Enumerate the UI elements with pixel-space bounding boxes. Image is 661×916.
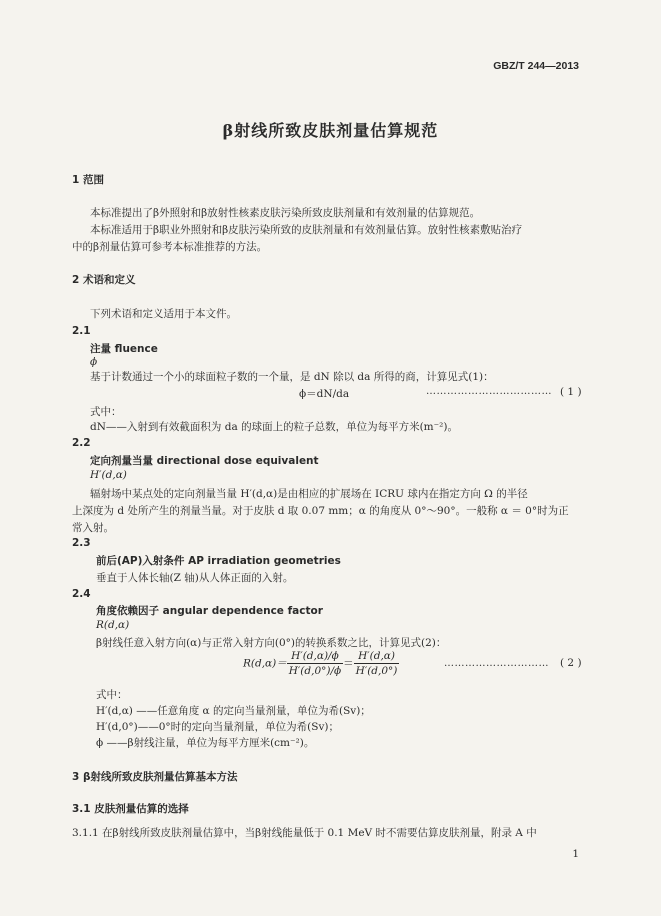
term-2-2-def-line-3: 常入射。 xyxy=(72,522,114,534)
term-2-2-symbol: H′(d,α) xyxy=(90,469,127,481)
term-2-1-name: 注量 fluence xyxy=(90,343,158,355)
term-2-1-symbol: ϕ xyxy=(90,356,98,368)
document-title: β射线所致皮肤剂量估算规范 xyxy=(222,121,439,140)
term-2-3-name: 前后(AP)入射条件 AP irradiation geometries xyxy=(96,555,341,567)
formula-2-denominator-1: H′(d,0°)/ϕ xyxy=(288,665,342,677)
section-2-heading: 2 术语和定义 xyxy=(72,274,136,286)
formula-2-numerator-1: H′(d,α)/ϕ xyxy=(287,650,343,664)
term-2-3-number: 2.3 xyxy=(72,537,91,549)
page-number: 1 xyxy=(572,848,579,860)
section-3-1-heading: 3.1 皮肤剂量估算的选择 xyxy=(72,803,189,815)
term-2-4-variable-1: H′(d,α) ——任意角度 α 的定向当量剂量，单位为希(Sv)； xyxy=(96,705,371,717)
term-2-2-number: 2.2 xyxy=(72,437,91,449)
formula-2-equals: ＝ xyxy=(343,657,354,670)
section-1-para-2a: 本标准适用于β职业外照射和β皮肤污染所致的皮肤剂量和有效剂量估算。放射性核素敷贴治疗 xyxy=(90,224,523,236)
section-1-para-1: 本标准提出了β外照射和β放射性核素皮肤污染所致皮肤剂量和有效剂量的估算规范。 xyxy=(90,207,481,219)
formula-2-number: ( 2 ) xyxy=(560,657,582,669)
section-1-para-2b: 中的β剂量估算可参考本标准推荐的方法。 xyxy=(72,241,268,253)
formula-2-leader: ………………………… xyxy=(444,658,549,669)
formula-2 xyxy=(243,650,399,677)
term-2-2-def-line-2: 上深度为 d 处所产生的剂量当量。对于皮肤 d 取 0.07 mm；α 的角度从 0°～90°。一般称 α ＝ 0°时为正 xyxy=(72,505,569,517)
term-2-1-variable-dn: dN——入射到有效截面积为 da 的球面上的粒子总数，单位为每平方米(m⁻²)。 xyxy=(90,421,458,433)
formula-2-denominator-2: H′(d,0°) xyxy=(355,665,398,677)
formula-1: ϕ＝dN/da xyxy=(299,388,350,400)
term-2-4-definition: β射线任意入射方向(α)与正常入射方向(0°)的转换系数之比，计算见式(2)： xyxy=(96,637,447,649)
section-1-heading: 1 范围 xyxy=(72,174,104,186)
formula-1-leader: ……………………………… xyxy=(426,386,552,397)
section-3-1-1-text: 3.1.1 在β射线所致皮肤剂量估算中，当β射线能量低于 0.1 MeV 时不需要估算皮肤剂量，附录 A 中 xyxy=(72,827,537,839)
term-2-1-number: 2.1 xyxy=(72,325,91,337)
term-2-4-number: 2.4 xyxy=(72,588,91,600)
term-2-4-name: 角度依赖因子 angular dependence factor xyxy=(96,605,323,617)
formula-1-number: ( 1 ) xyxy=(560,386,582,398)
section-2-intro: 下列术语和定义适用于本文件。 xyxy=(90,308,237,320)
section-3-heading: 3 β射线所致皮肤剂量估算基本方法 xyxy=(72,771,238,783)
formula-2-fraction-2 xyxy=(354,650,400,677)
term-2-2-name: 定向剂量当量 directional dose equivalent xyxy=(90,455,319,467)
term-2-1-definition: 基于计数通过一个小的球面粒子数的一个量，是 dN 除以 da 所得的商，计算见式(1)： xyxy=(90,371,494,383)
term-2-4-symbol: R(d,α) xyxy=(96,619,130,631)
term-2-4-variable-3: ϕ ——β射线注量，单位为每平方厘米(cm⁻²)。 xyxy=(96,737,315,749)
term-2-3-definition: 垂直于人体长轴(Z 轴)从人体正面的入射。 xyxy=(96,572,294,584)
term-2-2-def-line-1: 辐射场中某点处的定向剂量当量 H′(d,α)是由相应的扩展场在 ICRU 球内在指定方向 Ω 的半径 xyxy=(90,488,528,500)
formula-2-numerator-2: H′(d,α) xyxy=(354,650,400,664)
standard-number: GBZ/T 244—2013 xyxy=(493,60,579,72)
term-2-4-where: 式中： xyxy=(96,689,128,701)
term-2-1-where: 式中： xyxy=(90,406,122,418)
formula-2-fraction-1 xyxy=(287,650,343,677)
term-2-4-variable-2: H′(d,0°)——0°时的定向当量剂量，单位为希(Sv)； xyxy=(96,721,339,733)
formula-2-lhs: R(d,α)＝ xyxy=(243,657,287,670)
